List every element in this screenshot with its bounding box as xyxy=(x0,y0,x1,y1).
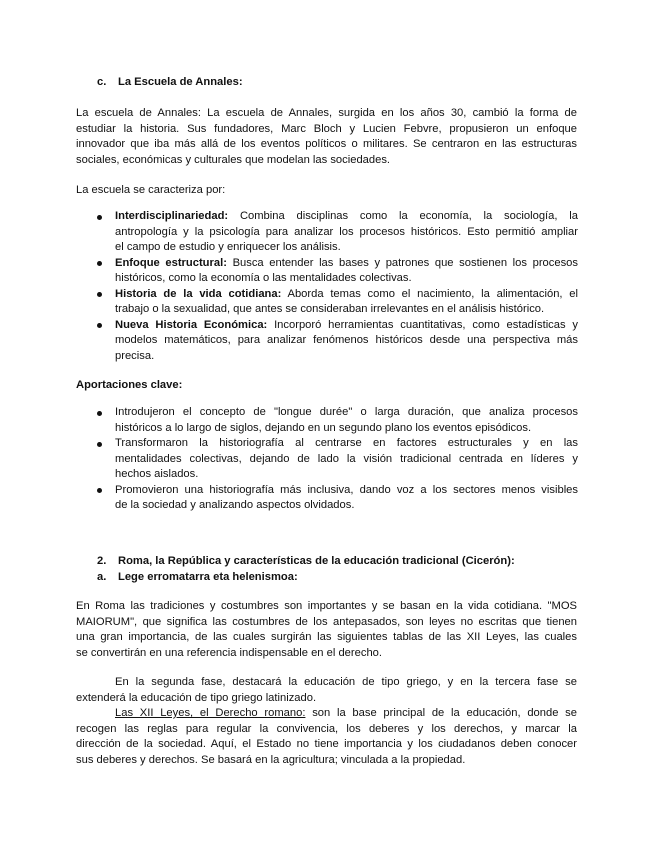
xii-leyes-line: sus deberes y derechos. Se basará en la agricultura; vinculada a la propiedad. xyxy=(76,753,466,766)
section-2-marker: 2. xyxy=(97,555,107,567)
intro-line: La escuela de Annales: La escuela de Annales, surgida en los años 30, cambió la forma de xyxy=(76,107,577,119)
contribution-line: históricos a lo largo de siglos, dejando en un segundo plano los eventos episódicos. xyxy=(115,421,532,434)
characteristic-term: Interdisciplinariedad: xyxy=(115,210,229,222)
characteristic-line: Historia de la vida cotidiana: Aborda temas como el nacimiento, la alimentación, el xyxy=(115,287,578,300)
characteristic-line: históricos, como la economía o las mentalidades colectivas. xyxy=(115,272,412,284)
characteristic-line: Nueva Historia Económica: Incorporó herramientas cuantitativas, como estadísticas y xyxy=(115,318,578,331)
intro-line: sociales, económicas y culturales que modelan las sociedades. xyxy=(76,153,391,166)
xii-leyes-heading: Las XII Leyes, el Derecho romano: xyxy=(115,707,306,719)
xii-leyes-line: dirección de la sociedad. Aquí, el Estado no tiene importancia y los ciudadanos deben conocer xyxy=(76,738,577,750)
characterized-text: La escuela se caracteriza por: xyxy=(76,184,226,196)
contribution-line: de la sociedad y analizando aspectos olvidados. xyxy=(115,499,355,511)
characteristic-line: el campo de estudio y enriquecer los análisis. xyxy=(115,241,341,253)
segunda-fase-line: En la segunda fase, destacará la educación de tipo griego, y en la tercera fase se xyxy=(115,676,577,688)
contributions-title: Aportaciones clave: xyxy=(76,379,183,391)
characteristic-line: Enfoque estructural: Busca entender las bases y patrones que sostienen los procesos xyxy=(115,256,579,269)
section-2-title: Roma, la República y características de la educación tradicional (Cicerón): xyxy=(118,555,515,567)
contribution-line: hechos aislados. xyxy=(115,468,199,480)
segunda-fase-line: extenderá la educación de tipo griego latinizado. xyxy=(76,691,317,704)
section-a-marker: a. xyxy=(97,571,107,583)
bullet-icon xyxy=(97,323,102,328)
roma-line: una gran importancia, de las cuales surgirán las siguientes tablas de las XII Leyes, las cuales xyxy=(76,631,577,643)
bullet-icon xyxy=(97,215,102,220)
contribution-line: mentalidades colectivas, dejando de lado la visión tradicional centrada en líderes y xyxy=(115,452,578,465)
section-c-title: La Escuela de Annales: xyxy=(118,76,243,88)
roma-line: En Roma las tradiciones y costumbres son importantes y se basan en la vida cotidiana. "MOS xyxy=(76,600,577,612)
roma-line: MAIORUM", que significa las costumbres de los antepasados, son leyes no escritas que tienen xyxy=(76,615,577,628)
bullet-icon xyxy=(97,292,102,297)
section-a-title: Lege erromatarra eta helenismoa: xyxy=(118,571,298,583)
characteristic-term: Enfoque estructural: xyxy=(115,256,227,269)
characteristic-term: Historia de la vida cotidiana: xyxy=(115,287,282,300)
bullet-icon xyxy=(97,261,102,266)
bullet-icon xyxy=(97,488,102,493)
characteristic-line: Interdisciplinariedad: Combina disciplinas como la economía, la sociología, la xyxy=(115,210,578,222)
intro-line: estudiar la historia. Sus fundadores, Marc Bloch y Lucien Febvre, propusieron un enfoque xyxy=(76,122,577,135)
characteristic-line: trabajo o la sexualidad, que antes se consideraban irrelevantes en el análisis histórico. xyxy=(115,303,545,315)
xii-leyes-line: Las XII Leyes, el Derecho romano: son la base principal de la educación, donde se xyxy=(115,707,577,719)
characteristic-line: antropología y la psicología para analizar los procesos históricos. Esto permitió ampliar xyxy=(115,225,578,238)
contribution-line: Promovieron una historiografía más inclusiva, dando voz a los sectores menos visibles xyxy=(115,483,578,496)
characteristic-term: Nueva Historia Económica: xyxy=(115,318,268,331)
bullet-icon xyxy=(97,411,102,416)
bullet-icon xyxy=(97,442,102,447)
xii-leyes-line: recogen las reglas para regular la convivencia, los deberes y los derechos, y marcar la xyxy=(76,722,577,735)
contribution-line: Introdujeron el concepto de "longue durée" o larga duración, que analiza procesos xyxy=(115,406,578,418)
characteristic-line: modelos matemáticos, para analizar fenómenos históricos desde una perspectiva más xyxy=(115,334,578,346)
intro-line: innovador que iba más allá de los eventos políticos o militares. Se centraron en las estructuras xyxy=(76,138,577,150)
contribution-line: Transformaron la historiografía al centrarse en factores estructurales y en las xyxy=(115,437,578,449)
roma-line: se convertirán en una referencia indispensable en el derecho. xyxy=(76,646,382,659)
section-c-marker: c. xyxy=(97,76,107,88)
characteristic-line: precisa. xyxy=(115,349,155,362)
